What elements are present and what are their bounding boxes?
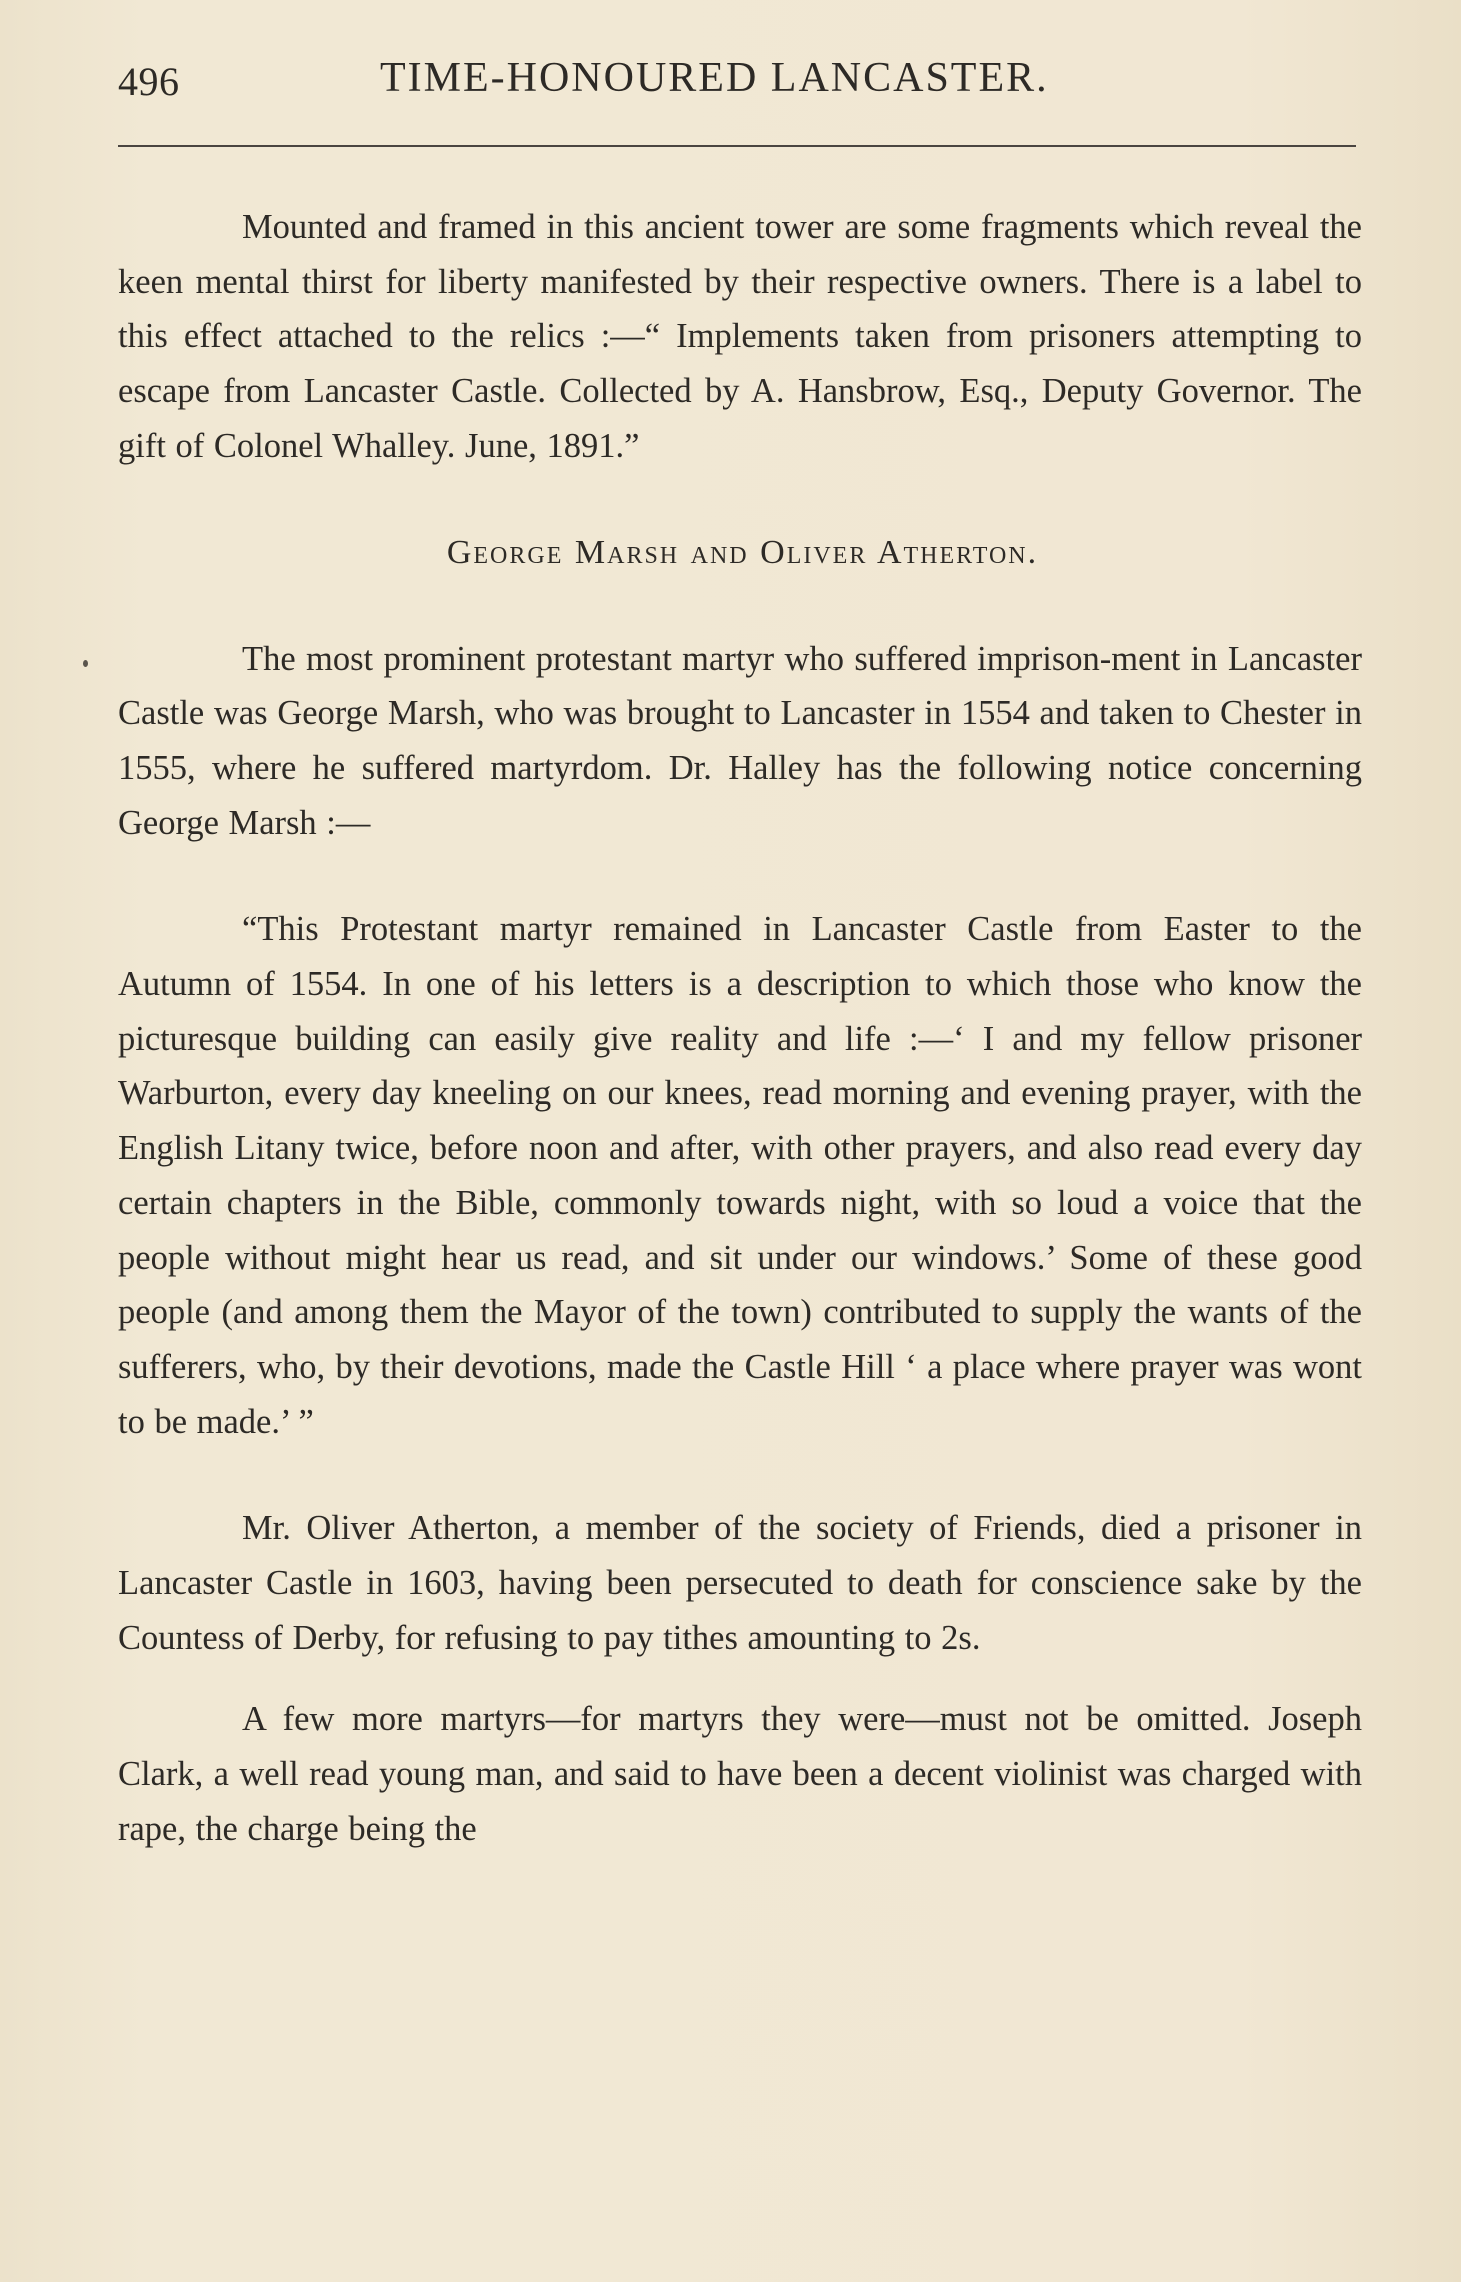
- paragraph-relics: Mounted and framed in this ancient tower are some fragments which reveal the keen mental thirst for liberty manifested by their respective owners. There is a label to this effect attached to the relics :—“ Implements taken from prisoners attempting to escape from Lancaster Castle. Collected by A. Hansbrow, Esq., Deputy Governor. The gift of Colonel Whalley. June, 1891.”: [118, 208, 1362, 465]
- page-header: [118, 50, 1356, 110]
- page-body: [118, 200, 1362, 1857]
- paragraph-quotation: “This Protestant martyr remained in Lancaster Castle from Easter to the Autumn of 1554. In one of his letters is a description to which those who know the picturesque building can easily give reality and life :—‘ I and my fellow prisoner Warburton, every day kneeling on our knees, read morning and evening prayer, with the English Litany twice, before noon and after, with other prayers, and also read every day certain chapters in the Bible, commonly towards night, with so loud a voice that the people without might hear us read, and sit under our windows.’ Some of these good people (and among them the Mayor of the town) contributed to supply the wants of the sufferers, who, by their devotions, made the Castle Hill ‘ a place where prayer was wont to be made.’ ”: [118, 910, 1362, 1441]
- running-title: TIME-HONOURED LANCASTER.: [380, 55, 1049, 101]
- print-speck: [83, 660, 88, 667]
- header-rule: [118, 145, 1356, 147]
- page-number: 496: [118, 59, 180, 104]
- paragraph-oliver-atherton: Mr. Oliver Atherton, a member of the society of Friends, died a prisoner in Lancaster Castle in 1603, having been persecuted to death for conscience sake by the Countess of Derby, for refusing to pay tithes amounting to 2s.: [118, 1509, 1362, 1657]
- section-heading: George Marsh and Oliver Atherton.: [446, 533, 1039, 571]
- paragraph-more-martyrs: A few more martyrs—for martyrs they were—must not be omitted. Joseph Clark, a well read young man, and said to have been a decent violinist was charged with rape, the charge being the: [118, 1700, 1362, 1848]
- paragraph-george-marsh: The most prominent protestant martyr who suffered imprison-ment in Lancaster Castle was George Marsh, who was brought to Lancaster in 1554 and taken to Chester in 1555, where he suffered martyrdom. Dr. Halley has the following notice concerning George Marsh :—: [118, 639, 1362, 842]
